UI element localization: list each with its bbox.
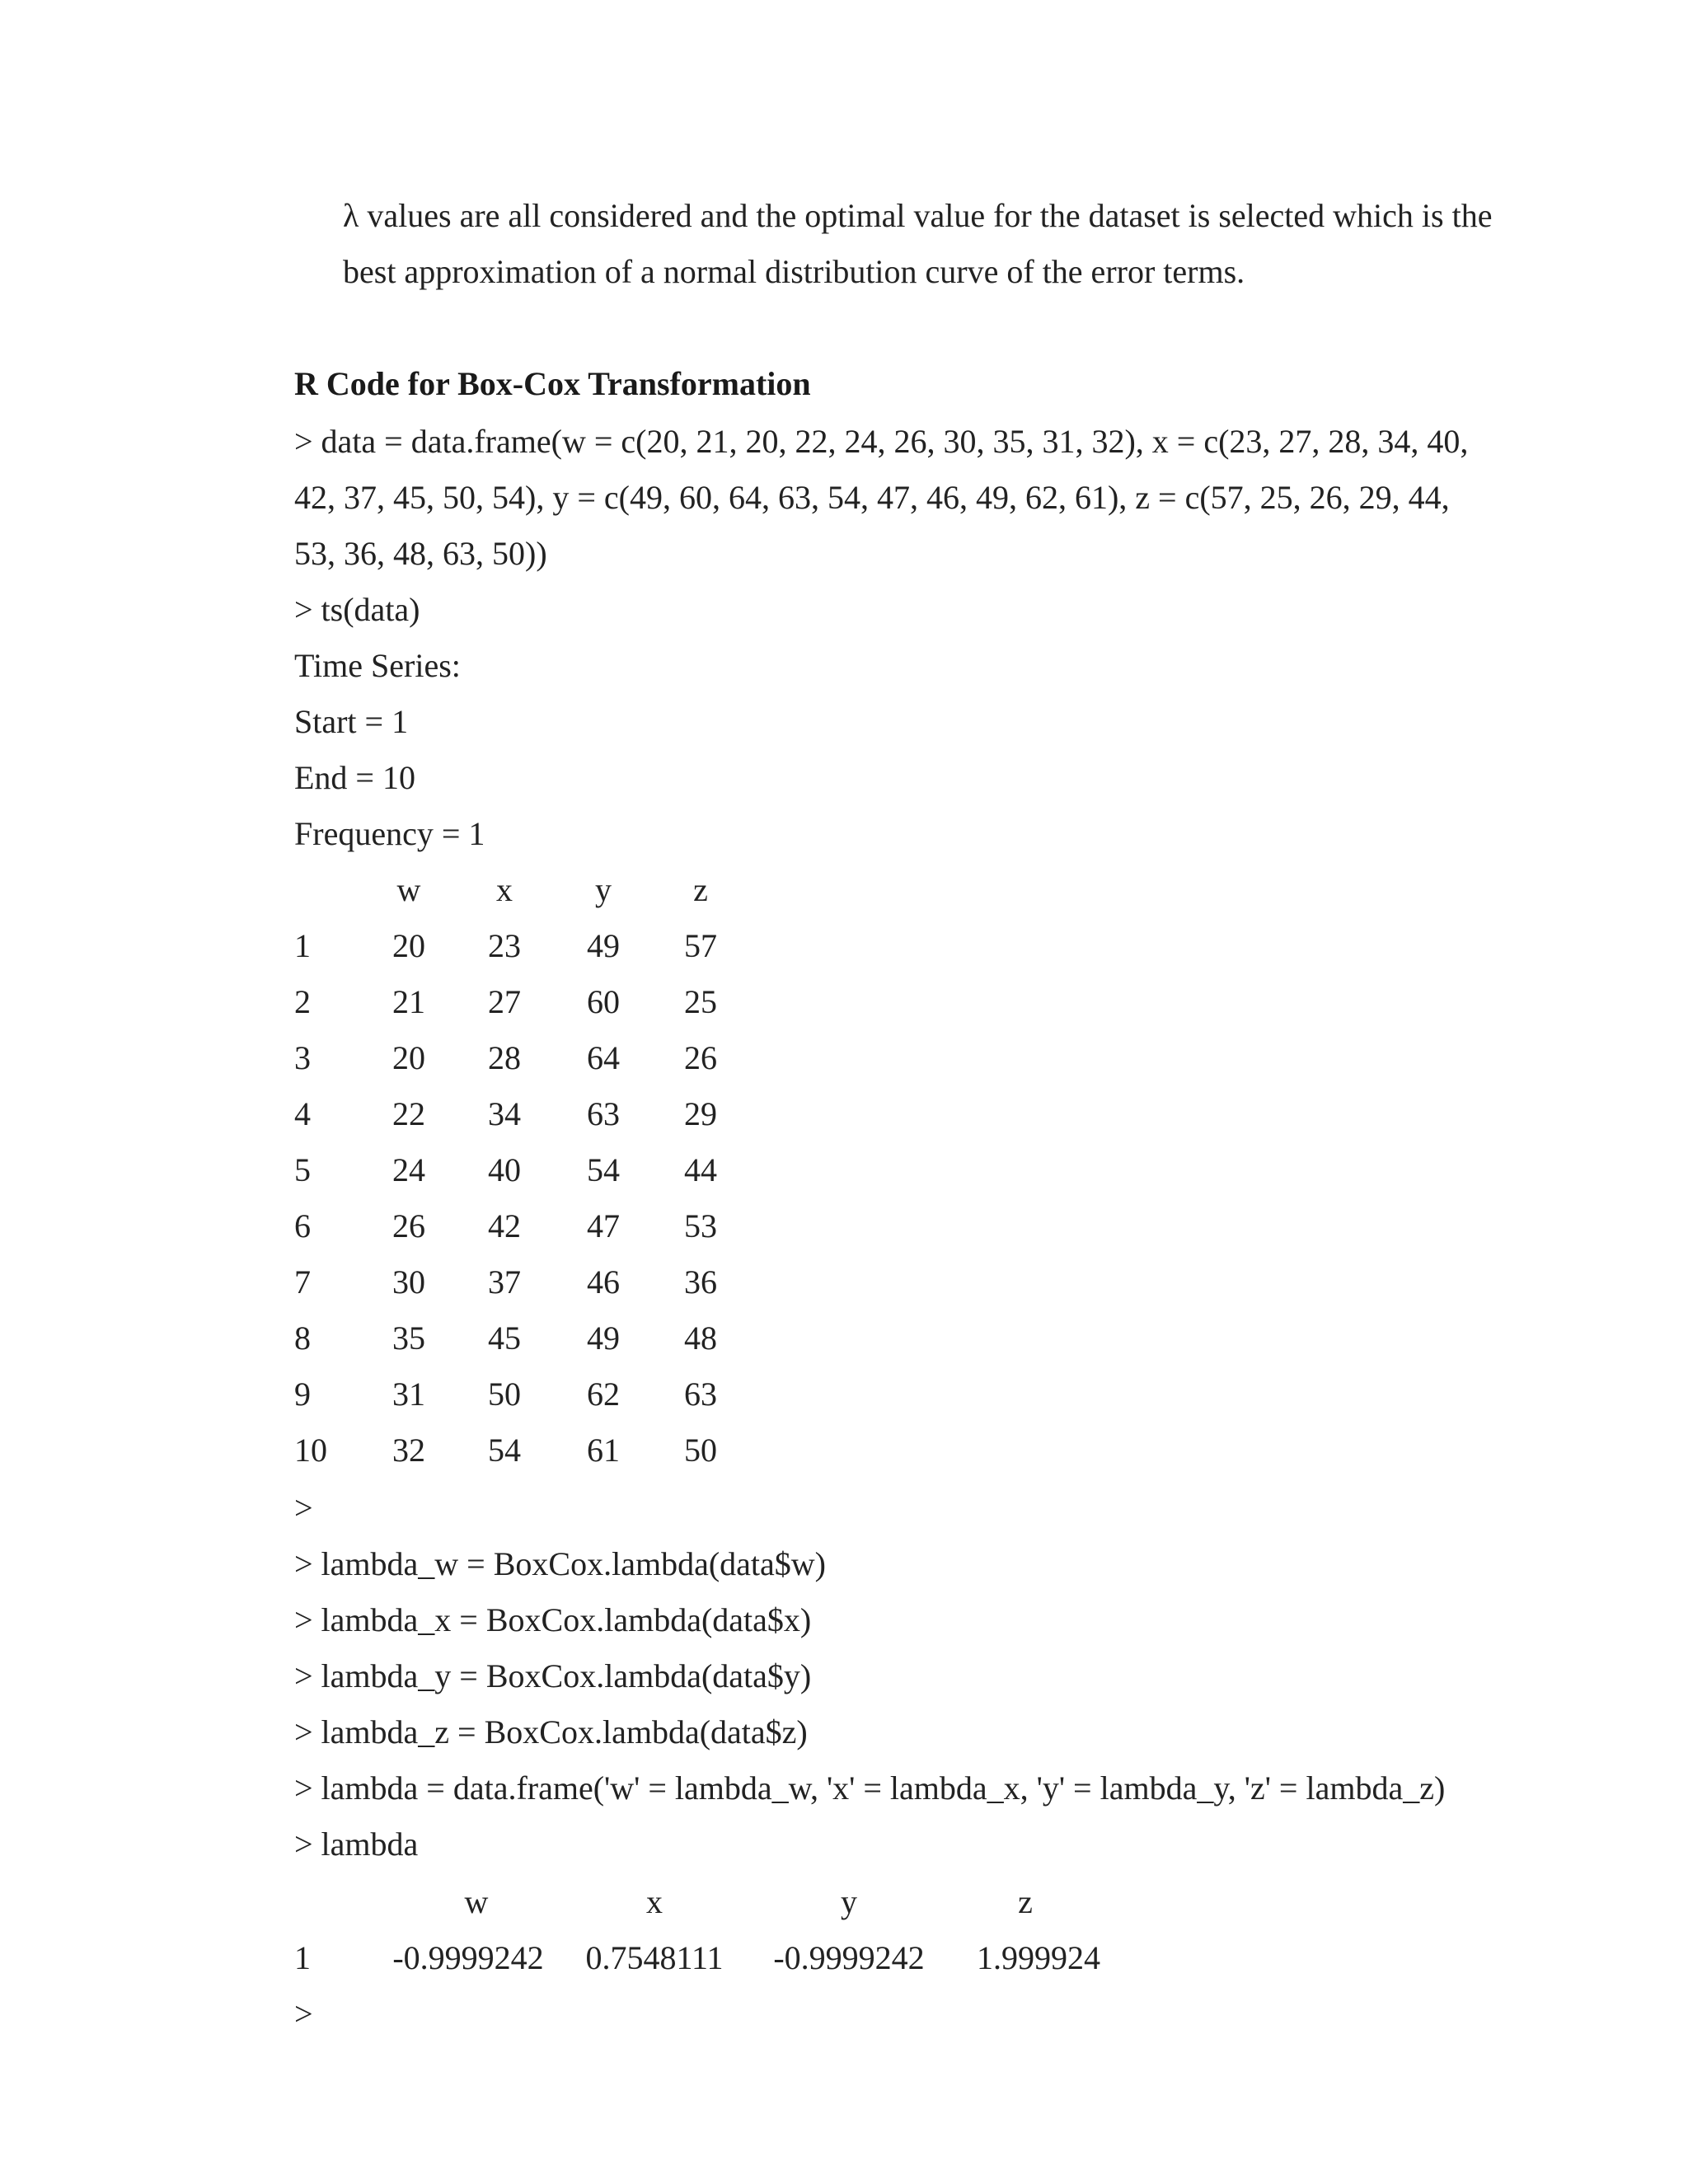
row-label: 5 bbox=[294, 1151, 311, 1188]
table-cell: 22 bbox=[392, 1095, 425, 1132]
table-cell: 0.7548111 bbox=[585, 1939, 724, 1976]
table-cell: -0.9999242 bbox=[773, 1939, 925, 1976]
table-cell: 48 bbox=[684, 1319, 717, 1357]
table-row bbox=[0, 1259, 1688, 1305]
intro-paragraph bbox=[343, 188, 1513, 300]
code-line: > lambda = data.frame('w' = lambda_w, 'x' = lambda_x, 'y' = lambda_y, 'z' = lambda_z) bbox=[294, 1769, 1446, 1807]
table-cell: 64 bbox=[587, 1039, 620, 1076]
table-cell: 29 bbox=[684, 1095, 717, 1132]
table-cell: 50 bbox=[488, 1376, 521, 1413]
row-label: 4 bbox=[294, 1095, 311, 1132]
output-line: End = 10 bbox=[294, 759, 415, 796]
table-row bbox=[0, 1371, 1688, 1418]
section-heading: R Code for Box-Cox Transformation bbox=[294, 365, 811, 402]
table-cell: 26 bbox=[684, 1039, 717, 1076]
table-cell: 54 bbox=[488, 1432, 521, 1469]
code-line: 42, 37, 45, 50, 54), y = c(49, 60, 64, 63, 54, 47, 46, 49, 62, 61), z = c(57, 25, 26, 29, 44, bbox=[294, 479, 1450, 516]
table-cell: 34 bbox=[488, 1095, 521, 1132]
table-cell: 54 bbox=[587, 1151, 620, 1188]
table-row bbox=[0, 923, 1688, 969]
code-line: > lambda_x = BoxCox.lambda(data$x) bbox=[294, 1601, 812, 1638]
row-label: 9 bbox=[294, 1376, 311, 1413]
table-cell: 1.999924 bbox=[977, 1939, 1100, 1976]
table-cell: 46 bbox=[587, 1263, 620, 1301]
table-cell: 31 bbox=[392, 1376, 425, 1413]
table-row bbox=[0, 1315, 1688, 1361]
code-line: > bbox=[294, 1995, 313, 2032]
table-row bbox=[0, 1147, 1688, 1193]
table-cell: 49 bbox=[587, 927, 620, 964]
table-row bbox=[0, 979, 1688, 1025]
code-line: > lambda_w = BoxCox.lambda(data$w) bbox=[294, 1545, 826, 1582]
code-line: > lambda_y = BoxCox.lambda(data$y) bbox=[294, 1657, 812, 1694]
row-label: 8 bbox=[294, 1319, 311, 1357]
row-label: 6 bbox=[294, 1207, 311, 1244]
table-cell: 61 bbox=[587, 1432, 620, 1469]
row-label: 3 bbox=[294, 1039, 311, 1076]
column-header-y: y bbox=[841, 1883, 857, 1920]
table-cell: 63 bbox=[587, 1095, 620, 1132]
code-line: 53, 36, 48, 63, 50)) bbox=[294, 535, 547, 572]
column-header-w: w bbox=[396, 871, 421, 908]
code-line: > bbox=[294, 1489, 313, 1526]
table-cell: 44 bbox=[684, 1151, 717, 1188]
table-cell: 47 bbox=[587, 1207, 620, 1244]
table-cell: 28 bbox=[488, 1039, 521, 1076]
table-row bbox=[0, 1035, 1688, 1081]
table-cell: 23 bbox=[488, 927, 521, 964]
column-header-w: w bbox=[464, 1883, 489, 1920]
table-cell: 37 bbox=[488, 1263, 521, 1301]
table-cell: 21 bbox=[392, 983, 425, 1020]
table-cell: 49 bbox=[587, 1319, 620, 1357]
code-line: > lambda bbox=[294, 1825, 419, 1863]
column-header-z: z bbox=[1018, 1883, 1033, 1920]
table-cell: 42 bbox=[488, 1207, 521, 1244]
output-line: Start = 1 bbox=[294, 703, 409, 740]
table-cell: 25 bbox=[684, 983, 717, 1020]
column-header-z: z bbox=[693, 871, 708, 908]
table-cell: 57 bbox=[684, 927, 717, 964]
table-row bbox=[0, 1935, 1688, 1981]
table-cell: 60 bbox=[587, 983, 620, 1020]
row-label: 7 bbox=[294, 1263, 311, 1301]
table-cell: 36 bbox=[684, 1263, 717, 1301]
table-row bbox=[0, 1091, 1688, 1137]
output-line: Frequency = 1 bbox=[294, 815, 485, 852]
output-line: Time Series: bbox=[294, 647, 461, 684]
column-header-x: x bbox=[496, 871, 513, 908]
intro-line-2: best approximation of a normal distribution curve of the error terms. bbox=[343, 253, 1245, 290]
row-label: 10 bbox=[294, 1432, 327, 1469]
table-cell: 24 bbox=[392, 1151, 425, 1188]
table-cell: 62 bbox=[587, 1376, 620, 1413]
table-cell: 26 bbox=[392, 1207, 425, 1244]
code-line: > lambda_z = BoxCox.lambda(data$z) bbox=[294, 1713, 808, 1750]
table-cell: 35 bbox=[392, 1319, 425, 1357]
row-label: 2 bbox=[294, 983, 311, 1020]
table-cell: 45 bbox=[488, 1319, 521, 1357]
column-header-y: y bbox=[595, 871, 612, 908]
table-cell: 27 bbox=[488, 983, 521, 1020]
table-cell: 40 bbox=[488, 1151, 521, 1188]
table-row bbox=[0, 1203, 1688, 1249]
row-label: 1 bbox=[294, 1939, 311, 1976]
table-cell: 53 bbox=[684, 1207, 717, 1244]
table-cell: 20 bbox=[392, 1039, 425, 1076]
table-cell: 30 bbox=[392, 1263, 425, 1301]
table-cell: 20 bbox=[392, 927, 425, 964]
table-cell: -0.9999242 bbox=[392, 1939, 544, 1976]
table-row bbox=[0, 1427, 1688, 1474]
table-cell: 50 bbox=[684, 1432, 717, 1469]
table-cell: 63 bbox=[684, 1376, 717, 1413]
ts-table-header bbox=[0, 867, 1688, 913]
intro-line-1: λ values are all considered and the optimal value for the dataset is selected which is the bbox=[343, 197, 1493, 234]
lambda-table-header bbox=[0, 1879, 1688, 1925]
code-line: > data = data.frame(w = c(20, 21, 20, 22, 24, 26, 30, 35, 31, 32), x = c(23, 27, 28, 34, 40, bbox=[294, 423, 1469, 460]
column-header-x: x bbox=[646, 1883, 663, 1920]
code-line: > ts(data) bbox=[294, 591, 420, 628]
row-label: 1 bbox=[294, 927, 311, 964]
table-cell: 32 bbox=[392, 1432, 425, 1469]
